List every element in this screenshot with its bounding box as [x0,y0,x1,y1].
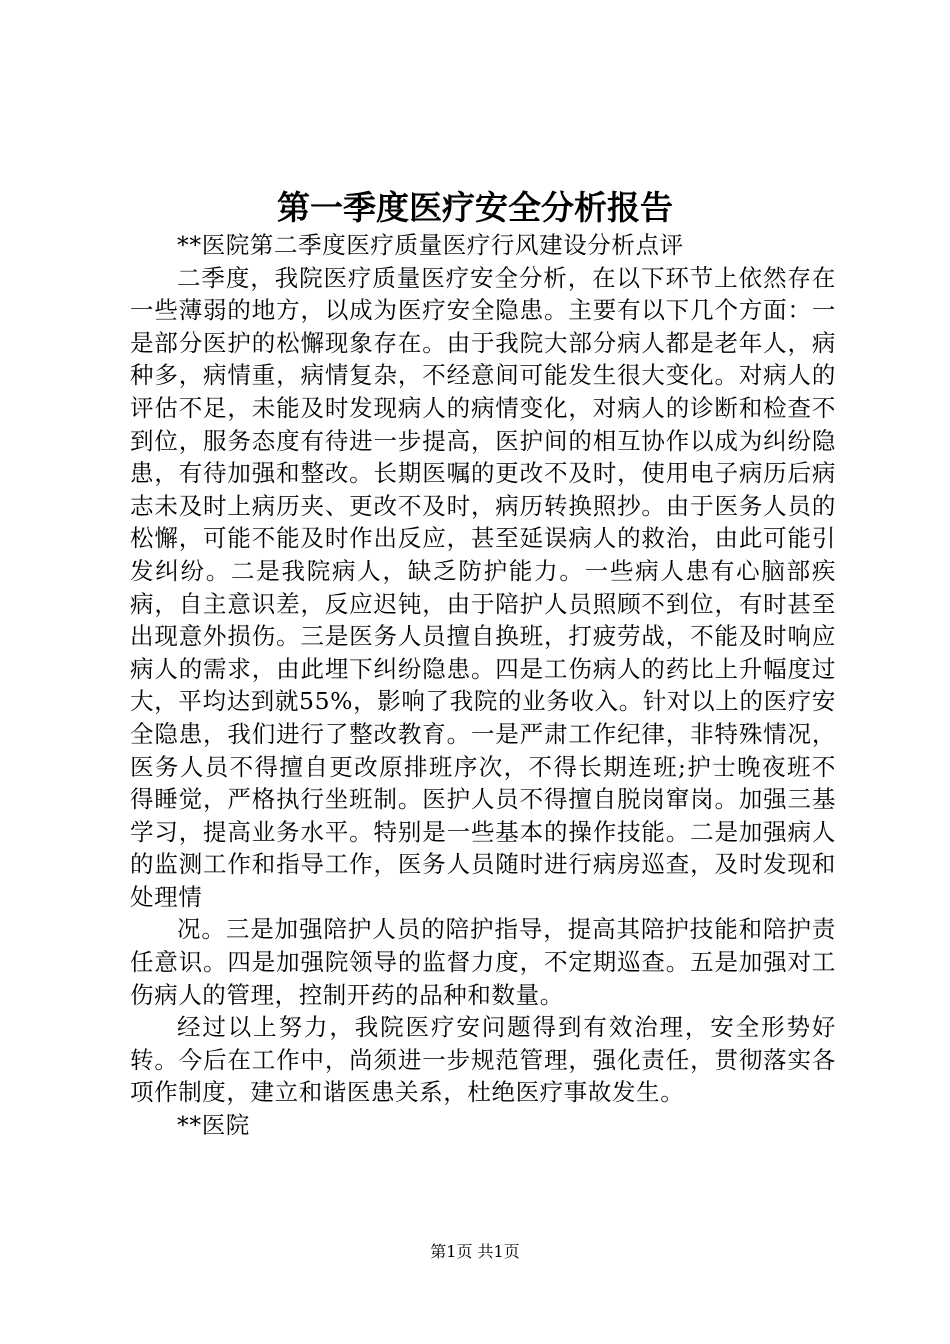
paragraph-main: 二季度，我院医疗质量医疗安全分析，在以下环节上依然存在一些薄弱的地方，以成为医疗安全隐患。主要有以下几个方面：一是部分医护的松懈现象存在。由于我院大部分病人都是老年人，病种多，病情重，病情复杂，不经意间可能发生很大变化。对病人的评估不足，未能及时发现病人的病情变化，对病人的诊断和检查不到位，服务态度有待进一步提高，医护间的相互协作以成为纠纷隐患，有待加强和整改。长期医嘱的更改不及时，使用电子病历后病志未及时上病历夹、更改不及时，病历转换照抄。由于医务人员的松懈，可能不能及时作出反应，甚至延误病人的救治，由此可能引发纠纷。二是我院病人，缺乏防护能力。一些病人患有心脑部疾病，自主意识差，反应迟钝，由于陪护人员照顾不到位，有时甚至出现意外损伤。三是医务人员擅自换班，打疲劳战，不能及时响应病人的需求，由此埋下纠纷隐患。四是工伤病人的药比上升幅度过大，平均达到就55%，影响了我院的业务收入。针对以上的医疗安全隐患，我们进行了整改教育。一是严肃工作纪律，非特殊情况，医务人员不得擅自更改原排班序次，不得长期连班;护士晚夜班不得睡觉，严格执行坐班制。医护人员不得擅自脱岗窜岗。加强三基学习，提高业务水平。特别是一些基本的操作技能。二是加强病人的监测工作和指导工作，医务人员随时进行病房巡查，及时发现和处理情 [130,263,836,911]
document-body [130,229,836,1142]
paragraph-continuation: 况。三是加强陪护人员的陪护指导，提高其陪护技能和陪护责任意识。四是加强院领导的监督力度，不定期巡查。五是加强对工伤病人的管理，控制开药的品种和数量。 [130,915,836,1009]
paragraph-conclusion: 经过以上努力，我院医疗安问题得到有效治理，安全形势好转。今后在工作中，尚须进一步规范管理，强化责任，贯彻落实各项作制度，建立和谐医患关系，杜绝医疗事故发生。 [130,1013,836,1107]
page-footer: 第1页 共1页 [430,1242,520,1261]
paragraph-signature: **医院 [177,1111,250,1140]
document-title: 第一季度医疗安全分析报告 [277,188,673,227]
paragraph-subtitle: **医院第二季度医疗质量医疗行风建设分析点评 [177,231,684,259]
